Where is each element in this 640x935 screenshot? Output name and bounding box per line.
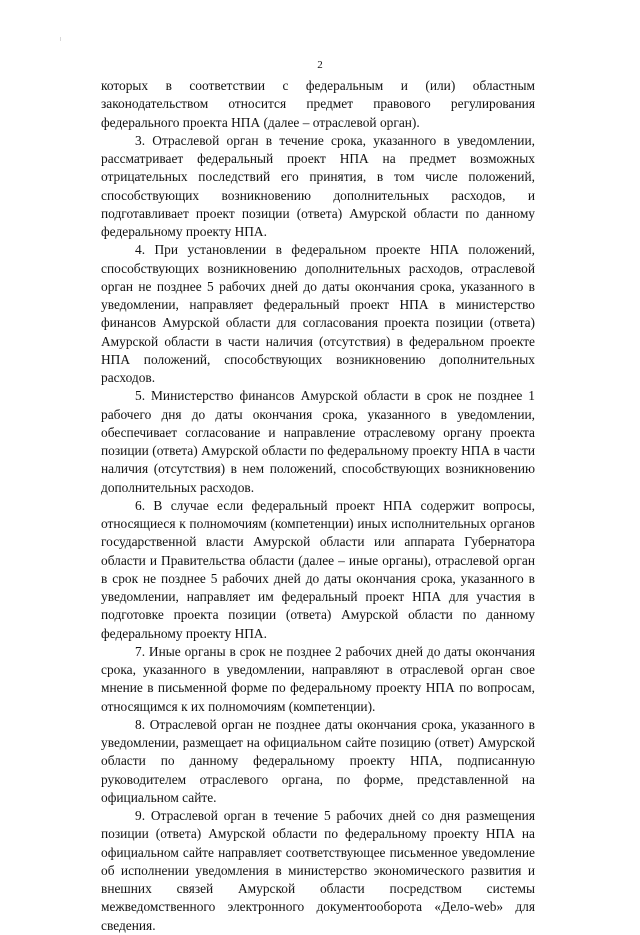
page-number: 2: [317, 59, 323, 71]
document-body: [101, 77, 535, 935]
paragraph: 6. В случае если федеральный проект НПА содержит вопросы, относящиеся к полномочиям (компетенции) иных исполнительных органов государственной власти Амурской области или аппарата Губернатора области и Правительства области (далее – иные органы), отраслевой орган в срок не позднее 5 рабочих дней до даты окончания срока, указанного в уведомлении, направляет им федеральный проект НПА для участия в подготовке проекта позиции (ответа) Амурской области по данному федеральному проекту НПА.: [101, 497, 535, 641]
paragraph: 7. Иные органы в срок не позднее 2 рабочих дней до даты окончания срока, указанного в уведомлении, направляют в отраслевой орган свое мнение в письменной форме по федеральному проекту НПА по вопросам, относящимся к их полномочиям (компетенции).: [101, 643, 535, 714]
paragraph: 5. Министерство финансов Амурской области в срок не позднее 1 рабочего дня до даты окончания срока, указанного в уведомлении, обеспечивает согласование и направление отраслевому органу проекта позиции (ответа) Амурской области по федеральному проекту НПА в части наличия (отсутствия) в нем положений, способствующих возникновению дополнительных расходов.: [101, 388, 535, 495]
paragraph: 9. Отраслевой орган в течение 5 рабочих дней со дня размещения позиции (ответа) Амурской области по федеральному проекту НПА на официальном сайте направляет соответствующее письменное уведомление об исполнении уведомления в министерство экономического развития и внешних связей Амурской области посредством системы межведомственного электронного документооборота «Дело-web» для сведения.: [101, 808, 535, 933]
paragraph: 8. Отраслевой орган не позднее даты окончания срока, указанного в уведомлении, размещает на официальном сайте позицию (ответ) Амурской области по данному федеральному проекту НПА, подписанную руководителем отраслевого органа, по форме, представленной на официальном сайте.: [101, 716, 535, 805]
paragraph: которых в соответствии с федеральным и (или) областным законодательством относится предмет правового регулирования федерального проекта НПА (далее – отраслевой орган).: [101, 78, 535, 130]
paragraph: 4. При установлении в федеральном проекте НПА положений, способствующих возникновению дополнительных расходов, отраслевой орган не позднее 5 рабочих дней до даты окончания срока, указанного в уведомлении, направляет федеральный проект НПА в министерство финансов Амурской области для согласования проекта позиции (ответа) Амурской области в части наличия (отсутствия) в федеральном проекте НПА положений, способствующих возникновению дополнительных расходов.: [101, 242, 535, 385]
scan-artifact: [60, 37, 61, 41]
paragraph: 3. Отраслевой орган в течение срока, указанного в уведомлении, рассматривает федеральный проект НПА на предмет возможных отрицательных последствий его принятия, в том числе положений, способствующих возникновению дополнительных расходов, и подготавливает проект позиции (ответа) Амурской области по данному федеральному проекту НПА.: [101, 132, 535, 239]
